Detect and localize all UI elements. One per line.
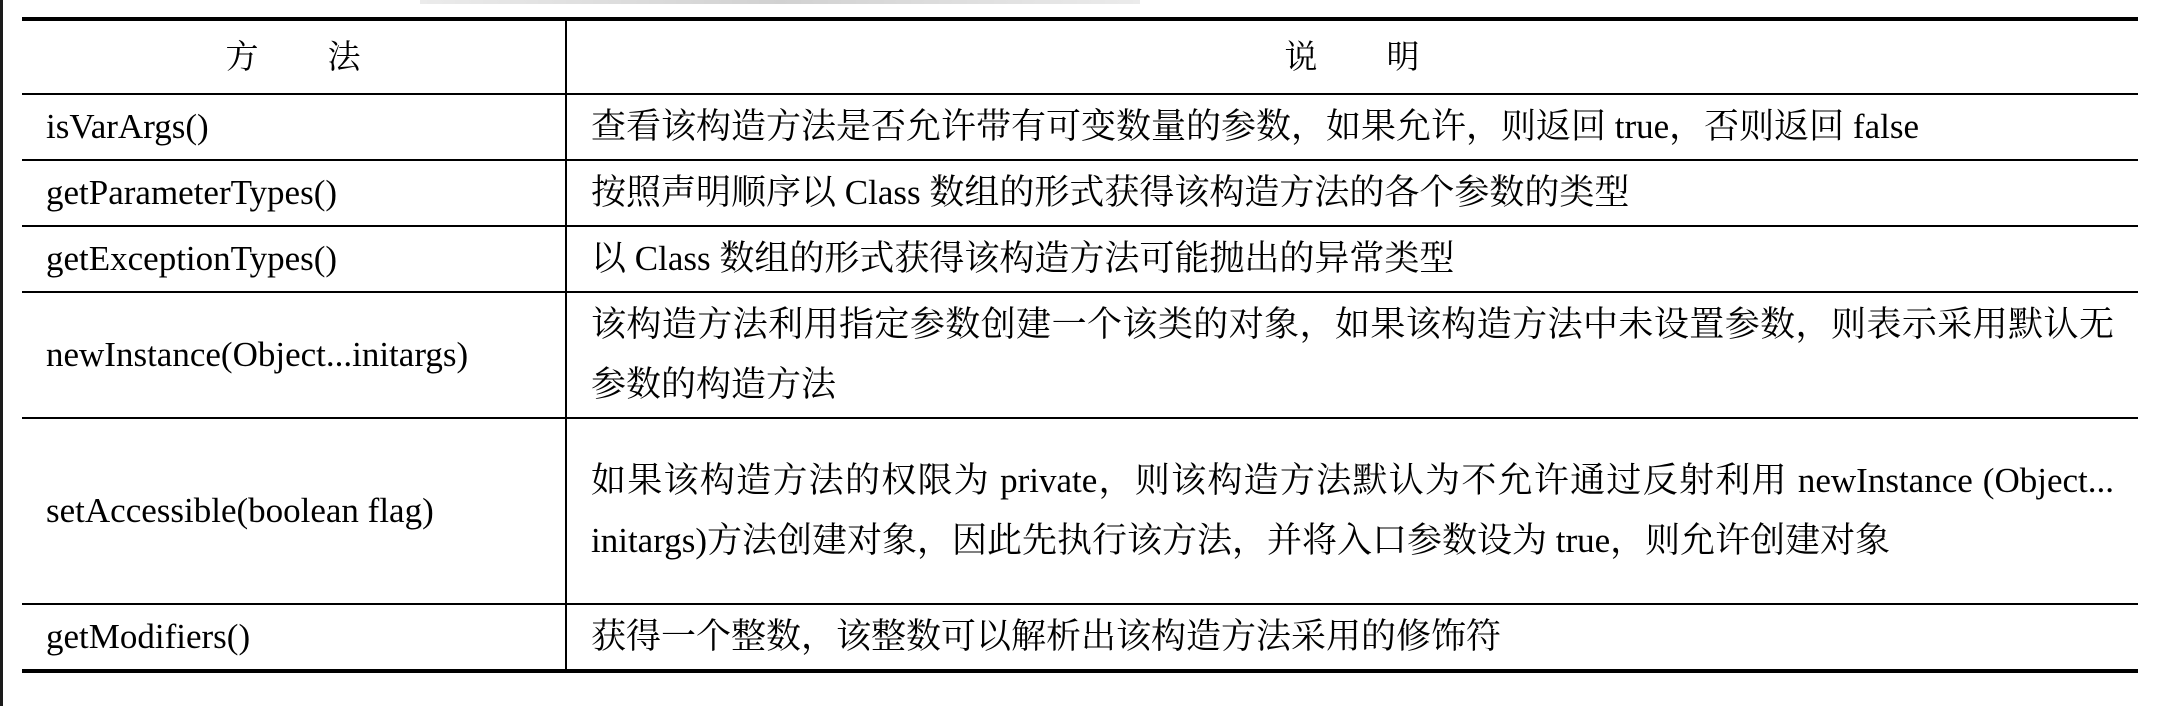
table-header-row	[22, 19, 2138, 94]
method-description-cell: 按照声明顺序以 Class 数组的形式获得该构造方法的各个参数的类型	[566, 160, 2138, 226]
scan-shadow	[420, 0, 1140, 4]
table-row	[22, 292, 2138, 418]
description-column-header: 说 明	[566, 19, 2138, 94]
method-name-cell: getModifiers()	[46, 617, 251, 656]
scan-edge	[0, 0, 3, 706]
method-name-cell: newInstance(Object...initargs)	[22, 292, 566, 418]
method-description-cell: 获得一个整数，该整数可以解析出该构造方法采用的修饰符	[566, 604, 2138, 671]
table-row	[22, 418, 2138, 604]
method-description-cell: 该构造方法利用指定参数创建一个该类的对象，如果该构造方法中未设置参数，则表示采用默认无参数的构造方法	[566, 292, 2138, 418]
table-row	[22, 604, 2138, 671]
method-description-cell: 以 Class 数组的形式获得该构造方法可能抛出的异常类型	[566, 226, 2138, 292]
table-row	[22, 160, 2138, 226]
table-row	[22, 94, 2138, 160]
method-name-cell: setAccessible(boolean flag)	[22, 418, 566, 604]
method-name-cell: getExceptionTypes()	[22, 226, 566, 292]
constructor-methods-table	[22, 17, 2138, 673]
method-name-cell: isVarArgs()	[22, 94, 566, 160]
table-row	[22, 226, 2138, 292]
method-column-header: 方 法	[22, 19, 566, 94]
method-description-cell: 如果该构造方法的权限为 private，则该构造方法默认为不允许通过反射利用 newInstance (Object... initargs)方法创建对象，因此先执行该方法，并将入口参数设为 true，则允许创建对象	[566, 418, 2138, 604]
method-name-cell: getParameterTypes()	[22, 160, 566, 226]
method-description-cell: 查看该构造方法是否允许带有可变数量的参数，如果允许，则返回 true，否则返回 false	[566, 94, 2138, 160]
